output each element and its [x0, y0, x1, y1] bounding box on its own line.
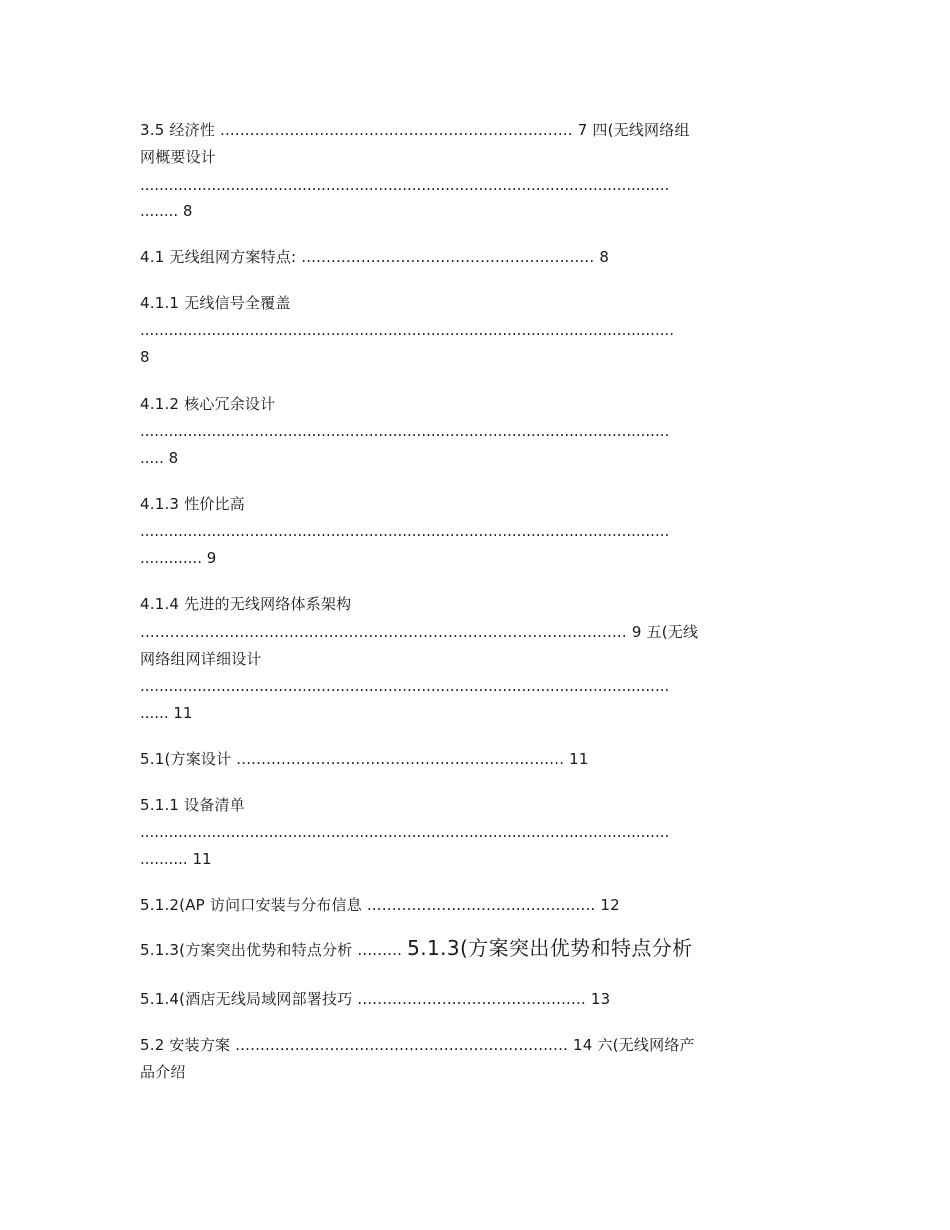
toc-entry-5-1-3-large: 5.1.3(方案突出优势和特点分析 [407, 936, 693, 960]
toc-entry-5-1-3-small: 5.1.3(方案突出优势和特点分析 ......... [140, 941, 403, 959]
toc-entry-4-1[interactable]: 4.1 无线组网方案特点: ........................................................... 8 [140, 248, 610, 266]
toc-leader-dots: ............................................................................................................... [140, 522, 670, 540]
toc-leader-dots: ............................................................................................................... [140, 677, 670, 695]
toc-page-number: 8 [140, 348, 150, 366]
toc-entry-5-1-2[interactable]: 5.1.2(AP 访问口安装与分布信息 .............................................. 12 [140, 896, 620, 914]
toc-page-number: .......... 11 [140, 850, 212, 868]
toc-page-number: ...... 11 [140, 704, 193, 722]
toc-entry-4-1-2[interactable]: 4.1.2 核心冗余设计 [140, 395, 276, 413]
toc-entry-5-2[interactable]: 5.2 安装方案 ................................................................... 14 六(无线网络产 [140, 1036, 695, 1054]
toc-entry-4-1-4[interactable]: 4.1.4 先进的无线网络体系架构 [140, 595, 352, 613]
toc-entry-3-5[interactable]: 3.5 经济性 ....................................................................... 7 四(无线网络组 [140, 121, 690, 139]
toc-entry-4-1-1[interactable]: 4.1.1 无线信号全覆盖 [140, 294, 291, 312]
toc-leader-dots: ................................................................................................................ [140, 321, 675, 339]
toc-entry-4-1-3[interactable]: 4.1.3 性价比高 [140, 495, 245, 513]
toc-entry-5-1-1[interactable]: 5.1.1 设备清单 [140, 796, 245, 814]
toc-entry-5-title-cont[interactable]: 网络组网详细设计 [140, 650, 262, 668]
toc-page-number: ..... 8 [140, 449, 179, 467]
toc-entry-4-title[interactable]: 网概要设计 [140, 148, 217, 166]
toc-entry-5-1[interactable]: 5.1(方案设计 .................................................................. 11 [140, 750, 589, 768]
toc-entry-6-title-cont[interactable]: 品介绍 [140, 1063, 186, 1081]
toc-entry-5-title[interactable]: .................................................................................................. 9 五(无线 [140, 623, 699, 641]
toc-page-number: ........ 8 [140, 202, 193, 220]
toc-entry-5-1-3[interactable] [140, 938, 693, 960]
toc-leader-dots: ............................................................................................................... [140, 422, 670, 440]
toc-entry-5-1-4[interactable]: 5.1.4(酒店无线局域网部署技巧 .............................................. 13 [140, 990, 611, 1008]
toc-leader-dots: ............................................................................................................... [140, 823, 670, 841]
toc-page-number: ............. 9 [140, 549, 217, 567]
toc-leader-dots: ............................................................................................................... [140, 176, 670, 194]
